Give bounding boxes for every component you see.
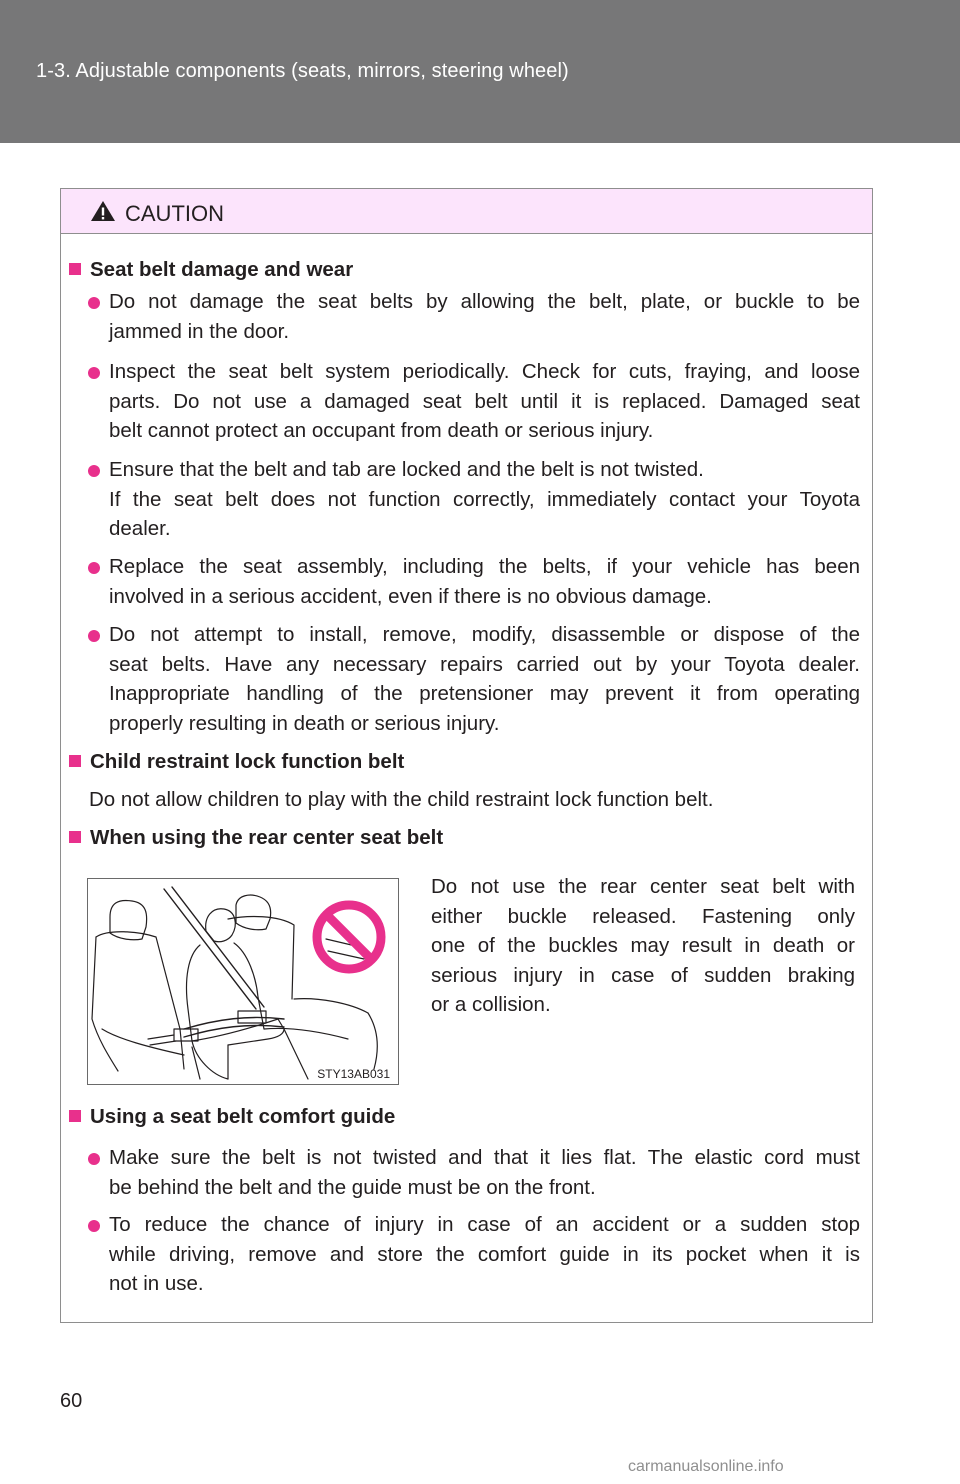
text-line: Do not attempt to install, remove, modify, disassemble or dispose of the bbox=[109, 623, 860, 646]
caution-header bbox=[61, 189, 872, 234]
bullet-text bbox=[109, 287, 860, 346]
text-line: Do not damage the seat belts by allowing the belt, plate, or buckle to be bbox=[109, 290, 860, 313]
text-line: belt cannot protect an occupant from death or serious injury. bbox=[109, 419, 654, 442]
text-line: Inspect the seat belt system periodically. Check for cuts, fraying, and loose bbox=[109, 360, 860, 383]
text-line: or a collision. bbox=[431, 993, 551, 1016]
prohibition-icon bbox=[317, 905, 381, 969]
section-heading bbox=[69, 823, 443, 853]
text-line: be behind the belt and the guide must be on the front. bbox=[109, 1175, 596, 1199]
round-bullet-icon bbox=[88, 465, 100, 477]
header-band bbox=[0, 0, 960, 143]
text-line: parts. Do not use a damaged seat belt until it is replaced. Damaged seat bbox=[109, 389, 860, 413]
text-line: one of the buckles may result in death or bbox=[431, 934, 855, 957]
round-bullet-icon bbox=[88, 562, 100, 574]
round-bullet-icon bbox=[88, 1220, 100, 1232]
square-bullet-icon bbox=[69, 263, 81, 275]
text-line: Replace the seat assembly, including the belts, if your vehicle has been bbox=[109, 555, 860, 578]
round-bullet-icon bbox=[88, 367, 100, 379]
rear-center-belt-warning-text bbox=[431, 872, 855, 1020]
text-line: To reduce the chance of injury in case of an accident or a sudden stop bbox=[109, 1213, 860, 1236]
text-line: either buckle released. Fastening only bbox=[431, 904, 855, 928]
round-bullet-icon bbox=[88, 1153, 100, 1165]
text-line: while driving, remove and store the comfort guide in its pocket when it is bbox=[109, 1242, 860, 1266]
watermark: carmanualsonline.info bbox=[628, 1458, 784, 1475]
section-heading-text: Using a seat belt comfort guide bbox=[90, 1105, 396, 1128]
round-bullet-icon bbox=[88, 630, 100, 642]
section-heading-text: Seat belt damage and wear bbox=[90, 258, 354, 281]
text-line: dealer. bbox=[109, 517, 171, 540]
text-line: involved in a serious accident, even if there is no obvious damage. bbox=[109, 584, 712, 608]
text-line: Make sure the belt is not twisted and that it lies flat. The elastic cord must bbox=[109, 1146, 860, 1169]
caution-title: CAUTION bbox=[125, 201, 224, 226]
bullet-text bbox=[109, 620, 860, 738]
text-line: If the seat belt does not function correctly, immediately contact your Toyota bbox=[109, 487, 860, 511]
bullet-text bbox=[109, 1210, 860, 1299]
text-line: jammed in the door. bbox=[109, 319, 290, 343]
text-line: not in use. bbox=[109, 1272, 204, 1295]
text-line: seat belts. Have any necessary repairs carried out by your Toyota dealer. bbox=[109, 652, 860, 676]
bullet-text bbox=[109, 357, 860, 446]
bullet-text bbox=[109, 552, 860, 611]
text-line: Do not use the rear center seat belt with bbox=[431, 875, 855, 898]
square-bullet-icon bbox=[69, 755, 81, 767]
page-number: 60 bbox=[60, 1390, 83, 1412]
section-text: Do not allow children to play with the child restraint lock function belt. bbox=[89, 788, 714, 811]
rear-center-seat-belt-illustration bbox=[87, 878, 399, 1085]
section-heading bbox=[69, 1102, 395, 1132]
section-heading bbox=[69, 255, 353, 285]
warning-triangle-icon bbox=[90, 200, 116, 222]
figure-code: STY13AB031 bbox=[317, 1067, 390, 1081]
section-title: 1-3. Adjustable components (seats, mirrors, steering wheel) bbox=[36, 60, 569, 82]
square-bullet-icon bbox=[69, 1110, 81, 1122]
seat-belt-drawing bbox=[88, 879, 399, 1085]
bullet-text bbox=[109, 455, 860, 544]
section-heading-text: When using the rear center seat belt bbox=[90, 826, 444, 849]
text-line: serious injury in case of sudden braking bbox=[431, 963, 855, 987]
text-line: properly resulting in death or serious injury. bbox=[109, 711, 500, 735]
section-heading bbox=[69, 747, 404, 777]
section-heading-text: Child restraint lock function belt bbox=[90, 750, 405, 773]
square-bullet-icon bbox=[69, 831, 81, 843]
round-bullet-icon bbox=[88, 297, 100, 309]
text-line: Ensure that the belt and tab are locked and the belt is not twisted. bbox=[109, 458, 704, 481]
text-line: Inappropriate handling of the pretensioner may prevent it from operating bbox=[109, 682, 860, 705]
bullet-text bbox=[109, 1143, 860, 1202]
